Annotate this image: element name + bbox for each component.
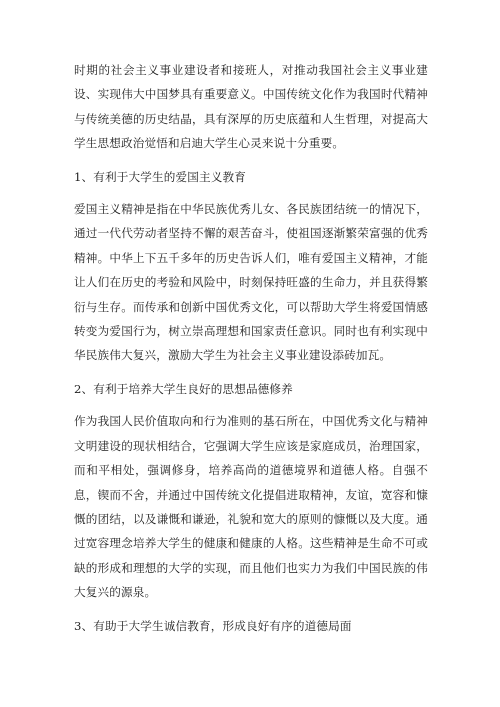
- spacer: [74, 368, 428, 377]
- spacer: [74, 401, 428, 409]
- spacer: [74, 156, 428, 165]
- section-heading-2: 2、有利于培养大学生良好的思想品德修养: [74, 381, 293, 396]
- section-heading-3: 3、有助于大学生诚信教育，形成良好有序的道德局面: [74, 618, 352, 633]
- section-heading-1: 1、有利于大学生的爱国主义教育: [74, 169, 246, 184]
- document-body: [74, 58, 428, 638]
- intro-paragraph: 时期的社会主义事业建设者和接班人，对推动我国社会主义事业建设、实现伟大中国梦具有重要意义。中国传统文化作为我国时代精神与传统美德的历史结晶，具有深厚的历史底蕴和人生哲理，对提高大学生思想政治觉悟和启迪大学生心灵来说十分重要。: [74, 63, 428, 151]
- section-body-2: 作为我国人民价值取向和行为准则的基石所在，中国优秀文化与精神文明建设的现状相结合，它强调大学生应该是家庭成员，治理国家，而和平相处，强调修身，培养高尚的道德境界和道德人格。自强不息，锲而不舍，并通过中国传统文化提倡进取精神，友谊，宽容和慷慨的团结，以及谦慨和谦逊，礼貌和宽大的原则的慷慨以及大度。通过宽容理念培养大学生的健康和健康的人格。这些精神是生命不可或缺的形成和理想的大学的实现，而且他们也实力为我们中国民族的伟大复兴的源泉。: [74, 414, 428, 600]
- spacer: [74, 189, 428, 197]
- section-body-1: 爱国主义精神是指在中华民族优秀儿女、各民族团结统一的情况下，通过一代代劳动者坚持不懈的艰苦奋斗，使祖国逐渐繁荣富强的优秀精神。中华上下五千多年的历史告诉人们，唯有爱国主义精神，才能让人们在历史的考验和风险中，时刻保持旺盛的生命力，并且获得繁衍与生存。而传承和创新中国优秀文化，可以帮助大学生将爱国情感转变为爱国行为，树立崇高理想和国家责任意识。同时也有利实现中华民族伟大复兴，激励大学生为社会主义事业建设添砖加瓦。: [74, 202, 428, 363]
- spacer: [74, 605, 428, 614]
